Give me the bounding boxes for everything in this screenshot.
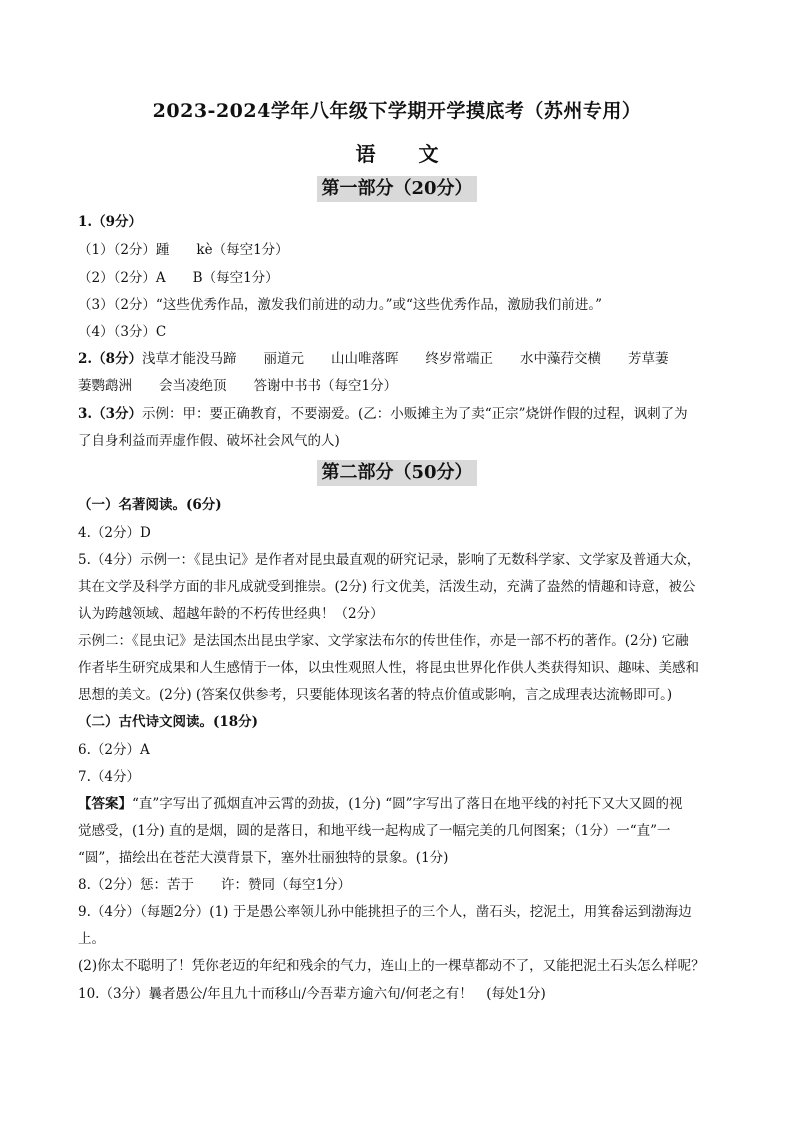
- q1-sub2: （2）（2分）A B（每空1分）: [78, 270, 279, 286]
- q7-line1: [78, 793, 728, 815]
- q6: 6.（2分）A: [78, 742, 150, 758]
- q9-line1: 9.（4分）（每题2分）(1) 于是愚公率领儿孙中能挑担子的三个人，凿石头，挖泥土，用箕畚运到渤海边: [78, 904, 692, 920]
- exam-title: 2023-2024学年八年级下学期开学摸底考（苏州专用）: [152, 100, 642, 122]
- section2-heading: （二）古代诗文阅读。(18分): [78, 714, 259, 730]
- q3-label: 3.（3分）: [78, 406, 142, 422]
- q2-label: 2.（8分）: [78, 351, 142, 367]
- q1-head: 1.（9分）: [78, 214, 142, 230]
- q7-line2: 觉感受，(1分) 直的是烟，圆的是落日，和地平线一起构成了一幅完美的几何图案；（1分）一“直”一: [78, 823, 671, 839]
- q5-line2: 其在文学及科学方面的非凡成就受到推崇。(2分) 行文优美，活泼生动，充满了盎然的情趣和诗意，被公: [78, 579, 696, 595]
- q5-line3: 认为跨越领域、超越年龄的不朽传世经典！（2分）: [78, 606, 384, 622]
- q3-text1: 示例：甲：要正确教育，不要溺爱。(乙：小贩摊主为了卖“正宗”烧饼作假的过程，讽刺了为: [142, 406, 688, 422]
- q5-line5: 作者毕生研究成果和人生感情于一体，以虫性观照人性，将昆虫世界化作供人类获得知识、趣味、美感和: [78, 660, 699, 676]
- q7-line3: “圆”，描绘出在苍茫大漠背景下，塞外壮丽独特的景象。(1分): [78, 850, 449, 866]
- q2-line1: [78, 348, 728, 370]
- q7-head: 7.（4分）: [78, 769, 140, 785]
- q1-sub4: （4）（3分）C: [78, 324, 167, 340]
- part2-heading: [0, 460, 794, 486]
- q2-line2: 萋鹦鹉洲 会当凌绝顶 答谢中书书（每空1分）: [78, 378, 398, 394]
- q9-line3: (2)你太不聪明了！凭你老迈的年纪和残余的气力，连山上的一棵草都动不了，又能把泥土石头怎么样呢？: [78, 958, 705, 974]
- q4: 4.（2分）D: [78, 525, 151, 541]
- subject-heading: 语 文: [355, 142, 457, 166]
- q7-answer-tag: 【答案】: [78, 796, 132, 812]
- q1-sub3: （3）（2分）“这些优秀作品，激发我们前进的动力。”或“这些优秀作品，激励我们前进。”: [78, 297, 603, 313]
- q2-text1: 浅草才能没马蹄 丽道元 山山唯落晖 终岁常端正 水中藻荇交横 芳草萋: [142, 351, 669, 367]
- q7-text1: “直”字写出了孤烟直冲云霄的劲拔，(1分) “圆”字写出了落日在地平线的衬托下又大又圆的视: [132, 796, 683, 812]
- part1-heading: [0, 176, 794, 202]
- q5-line1: 5.（4分）示例一：《昆虫记》是作者对昆虫最直观的研究记录，影响了无数科学家、文学家及普通大众，: [78, 552, 701, 568]
- q5-line4: 示例二：《昆虫记》是法国杰出昆虫学家、文学家法布尔的传世佳作，亦是一部不朽的著作。(2分) 它融: [78, 633, 689, 649]
- q1-sub1: （1）（2分）踵 kè（每空1分）: [78, 242, 289, 258]
- q10: 10.（3分）曩者愚公/年且九十而移山/今吾辈方逾六旬/何老之有！ (每处1分): [78, 986, 546, 1002]
- q5-line6: 思想的美文。(2分) (答案仅供参考，只要能体现该名著的特点价值或影响，言之成理表达流畅即可。): [78, 687, 673, 703]
- q3-line1: [78, 403, 728, 425]
- q3-line2: 了自身利益而弄虚作假、破坏社会风气的人): [78, 433, 340, 449]
- q9-line2: 上。: [78, 931, 105, 947]
- part2-heading-text: 第二部分（50分）: [317, 460, 476, 486]
- section1-heading: （一）名著阅读。(6分): [78, 497, 222, 513]
- q8: 8.（2分）惩：苦于 许：赞同（每空1分）: [78, 877, 352, 893]
- part1-heading-text: 第一部分（20分）: [317, 176, 476, 202]
